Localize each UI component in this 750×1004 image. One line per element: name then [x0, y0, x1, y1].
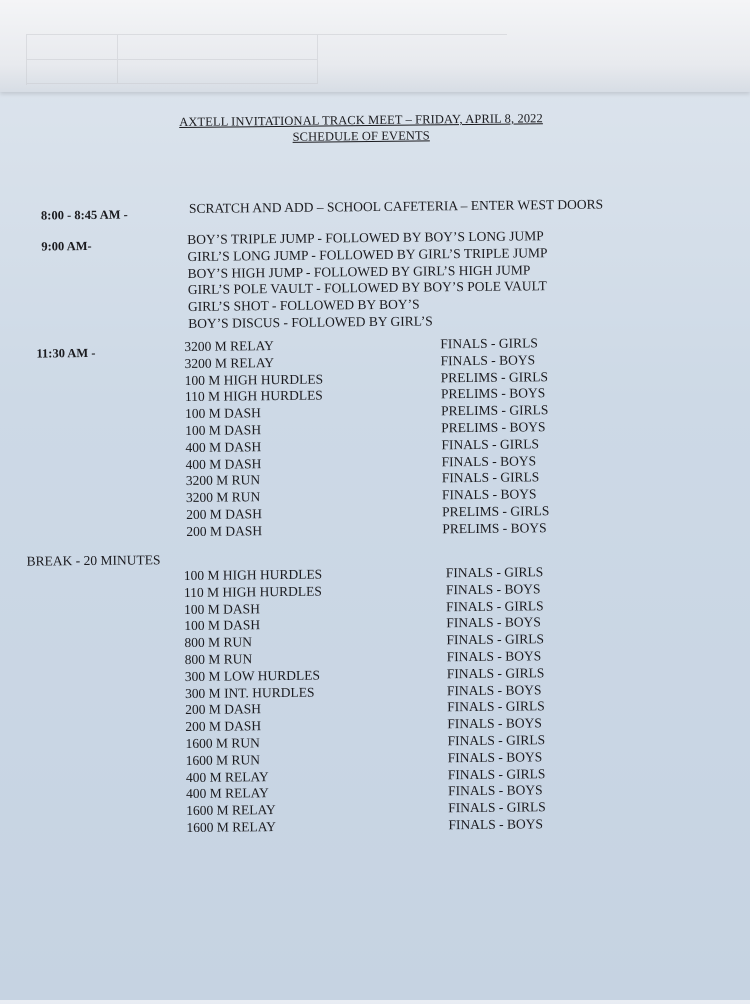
event-round: PRELIMS - GIRLS	[440, 402, 549, 419]
event-round: FINALS - BOYS	[447, 782, 543, 799]
field-event-line: GIRL’S LONG JUMP - FOLLOWED BY GIRL’S TRIPLE JUMP	[187, 244, 548, 264]
event-name: 200 M DASH	[186, 506, 262, 522]
field-event-line: GIRL’S POLE VAULT - FOLLOWED BY BOY’S POLE VAULT	[187, 278, 547, 298]
running-events-block4	[184, 567, 325, 837]
field-event-line: GIRL’S SHOT - FOLLOWED BY BOY’S	[187, 296, 420, 315]
event-round: FINALS - BOYS	[441, 486, 537, 503]
event-round: FINALS - GIRLS	[446, 597, 544, 614]
event-round: FINALS - GIRLS	[445, 564, 544, 581]
event-round: FINALS - GIRLS	[441, 469, 540, 486]
event-round: PRELIMS - BOYS	[441, 419, 546, 436]
event-name: 800 M RUN	[184, 634, 253, 651]
event-name: 400 M DASH	[185, 438, 262, 455]
event-round: FINALS - BOYS	[448, 816, 543, 833]
event-round: FINALS - BOYS	[445, 581, 541, 598]
event-round: PRELIMS - GIRLS	[440, 368, 549, 385]
event-name: 1600 M RUN	[185, 735, 260, 751]
event-name: 800 M RUN	[184, 651, 253, 667]
break-label: BREAK - 20 MINUTES	[26, 552, 161, 569]
document-header	[96, 109, 626, 147]
event-name: 3200 M RELAY	[184, 354, 275, 371]
event-name: 1600 M RELAY	[186, 819, 277, 835]
event-name: 3200 M RELAY	[184, 338, 274, 354]
event-name: 100 M HIGH HURDLES	[184, 371, 324, 388]
event-name: 1600 M RUN	[185, 751, 261, 768]
event-name: 300 M INT. HURDLES	[184, 684, 315, 701]
time-label-block2: 9:00 AM-	[41, 238, 92, 254]
event-round: FINALS - GIRLS	[448, 799, 546, 816]
event-round: FINALS - BOYS	[446, 648, 542, 665]
event-round: PRELIMS - BOYS	[440, 385, 546, 402]
event-round: PRELIMS - BOYS	[442, 519, 547, 537]
event-round: FINALS - GIRLS	[441, 436, 540, 453]
event-name: 3200 M RUN	[185, 489, 261, 506]
event-name: 400 M RELAY	[185, 768, 269, 785]
document-subtitle: SCHEDULE OF EVENTS	[292, 128, 430, 144]
event-round: FINALS - GIRLS	[447, 765, 546, 782]
field-events-list	[187, 228, 548, 333]
event-name: 100 M DASH	[184, 600, 260, 617]
event-name: 100 M DASH	[185, 405, 261, 422]
event-round: FINALS - GIRLS	[446, 631, 545, 648]
event-round: FINALS - BOYS	[441, 452, 537, 469]
running-events-block3	[184, 338, 324, 541]
event-round: PRELIMS - GIRLS	[442, 503, 550, 520]
event-round: FINALS - GIRLS	[447, 698, 545, 715]
time-label-block1: 8:00 - 8:45 AM -	[40, 207, 128, 223]
event-round: FINALS - GIRLS	[440, 335, 538, 352]
event-name: 100 M DASH	[184, 617, 261, 634]
event-name: 200 M DASH	[185, 701, 262, 718]
field-event-line: BOY’S HIGH JUMP - FOLLOWED BY GIRL’S HIGH JUMP	[187, 261, 531, 281]
event-round: FINALS - GIRLS	[446, 665, 545, 682]
event-name: 110 M HIGH HURDLES	[183, 583, 322, 600]
event-name: 400 M RELAY	[185, 785, 269, 802]
field-event-line: BOY’S DISCUS - FOLLOWED BY GIRL’S	[188, 313, 433, 331]
event-round: FINALS - BOYS	[447, 749, 543, 766]
rounds-block3	[440, 335, 549, 538]
event-name: 400 M DASH	[185, 455, 262, 472]
event-name: 1600 M RELAY	[186, 802, 276, 819]
time-label-block3: 11:30 AM -	[36, 345, 96, 361]
field-event-line: BOY’S TRIPLE JUMP - FOLLOWED BY BOY’S LONG JUMP	[187, 228, 544, 247]
event-name: 300 M LOW HURDLES	[184, 667, 321, 684]
event-name: 200 M DASH	[185, 718, 262, 735]
event-name: 100 M HIGH HURDLES	[183, 566, 323, 584]
rounds-block4	[446, 564, 546, 834]
document-title: AXTELL INVITATIONAL TRACK MEET – FRIDAY, APRIL 8, 2022	[179, 111, 543, 130]
event-round: FINALS - GIRLS	[447, 732, 546, 749]
event-name: 200 M DASH	[186, 522, 263, 539]
event-name: 3200 M RUN	[185, 472, 261, 489]
event-round: FINALS - BOYS	[440, 352, 536, 369]
event-round: FINALS - BOYS	[446, 614, 541, 631]
scratch-add-text: SCRATCH AND ADD – SCHOOL CAFETERIA – ENTER WEST DOORS	[188, 196, 604, 216]
event-round: FINALS - BOYS	[446, 681, 542, 698]
event-name: 110 M HIGH HURDLES	[184, 387, 323, 405]
event-round: FINALS - BOYS	[447, 715, 542, 732]
event-name: 100 M DASH	[185, 422, 262, 438]
